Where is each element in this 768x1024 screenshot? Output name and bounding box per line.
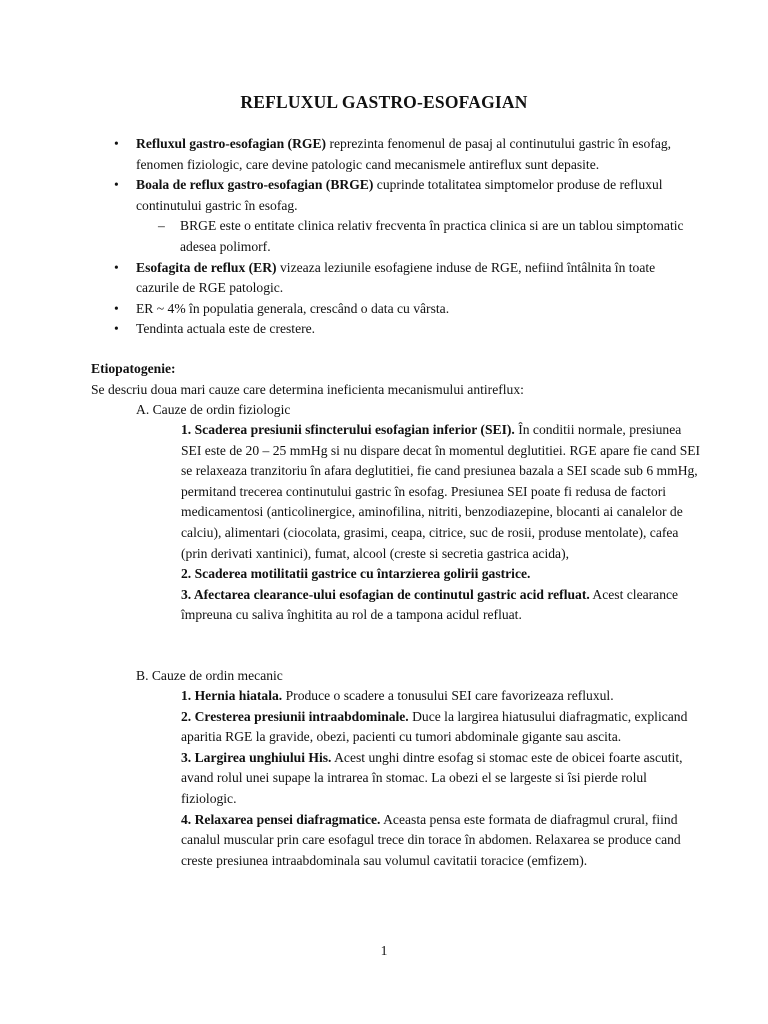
bullet-icon: • (114, 177, 119, 193)
bullet-icon: • (114, 136, 119, 151)
definition-text: reprezinta fenomenul de pasaj al continutului gastric în esofag, fenomen fiziologic, care devine patologic cand mecanismele antireflux sunt depasite. (136, 136, 672, 172)
list-item (114, 258, 684, 299)
page-number: 1 (380, 943, 388, 958)
cause-item (181, 420, 704, 564)
list-item (114, 175, 684, 216)
cause-item (181, 707, 704, 748)
cause-text: Acest unghi dintre esofag si stomac este de obicei foarte ascutit, avand rolul unei supape la intrarea în stomac. La obezi el se largeste si îsi pierde rolul fiziologic. (181, 749, 683, 806)
bullet-icon: • (114, 321, 119, 337)
term-er: Esofagita de reflux (ER) (136, 259, 277, 275)
term-rge: Refluxul gastro-esofagian (RGE) (136, 136, 327, 151)
statistic-text: ER ~ 4% în populatia generala, crescând o data cu vârsta. (136, 300, 450, 316)
cause-heading: 1. Hernia hiatala. (181, 688, 283, 703)
definition-text: cuprinde totalitatea simptomelor produse de refluxul continutului gastric în esofag. (136, 177, 663, 213)
list-item (114, 299, 684, 320)
intro-text: Se descriu doua mari cauze care determina ineficienta mecanismului antireflux: (91, 381, 524, 397)
cause-item (181, 748, 704, 810)
cause-text: Produce o scadere a tonusului SEI care favorizeaza refluxul. (282, 688, 614, 703)
cause-heading: 1. Scaderea presiunii sfincterului esofagian inferior (SEI). (181, 422, 515, 437)
page-title: REFLUXUL GASTRO-ESOFAGIAN (240, 92, 528, 112)
cause-text: Acest clearance împreuna cu saliva înghitita au rol de a tampona acidul refluat. (181, 586, 679, 623)
bullet-icon: • (114, 300, 119, 316)
section-b-label: B. Cauze de ordin mecanic (136, 668, 283, 683)
heading-text: Etiopatogenie: (91, 361, 176, 376)
cause-item (181, 810, 704, 872)
term-brge: Boala de reflux gastro-esofagian (BRGE) (136, 177, 374, 193)
cause-heading: 2. Scaderea motilitatii gastrice cu întarzierea golirii gastrice. (181, 566, 531, 582)
cause-item (181, 686, 704, 707)
list-item (114, 319, 684, 340)
bullet-icon: • (114, 259, 119, 275)
cause-text: Duce la largirea hiatusului diafragmatic, explicand aparitia RGE la gravide, obezi, pacienti cu tumori abdominale gigante sau ascita. (181, 708, 688, 745)
trend-text: Tendinta actuala este de crestere. (136, 321, 316, 337)
dash-icon: – (158, 218, 165, 234)
cause-text: În conditii normale, presiunea SEI este de 20 – 25 mmHg si nu dispare decat în momentul deglutitiei. RGE apare fie cand SEI se relaxeaza tranzitoriu în afara deglutitiei, fie cand presiunea bazala a SEI scade sub 6 mmHg, permitand trecerea continutului gastric în esofag. Presiunea SEI poate fi redusa de factori medicamentosi (anticolinergice, aminofilina, nitriti, benzodiazepine, blocanti ai canalelor de calciu), alimentari (ciocolata, grasimi, ceapa, citrice, suc de rosii, produse mentolate), cafea (prin derivati xantinici), fumat, alcool (creste si secretia gastrica acida), (181, 422, 701, 561)
cause-heading: 3. Largirea unghiului His. (181, 749, 332, 765)
definition-text: vizeaza leziunile esofagiene induse de RGE, nefiind întâlnita în toate cazurile de RGE patologic. (136, 259, 656, 296)
cause-heading: 3. Afectarea clearance-ului esofagian de continutul gastric acid refluat. (181, 586, 590, 602)
section-b-list (181, 686, 704, 871)
cause-heading: 2. Cresterea presiunii intraabdominale. (181, 708, 409, 724)
cause-text: Aceasta pensa este formata de diafragmul crural, fiind canalul muscular prin care esofagul trece din torace în abdomen. Relaxarea se produce cand creste presiunea intraabdominala sau volumul cavitatii toracice (emfizem). (181, 811, 681, 868)
section-heading (91, 359, 691, 380)
cause-heading: 4. Relaxarea pensei diafragmatice. (181, 811, 381, 827)
cause-item (181, 585, 704, 626)
cause-item (181, 564, 704, 585)
section-a-label: A. Cauze de ordin fiziologic (136, 402, 291, 417)
bullet-list (114, 134, 684, 340)
sub-list-item (136, 216, 684, 257)
list-item (114, 134, 684, 175)
section-a-list (181, 420, 704, 626)
sub-bullet-text: BRGE este o entitate clinica relativ frecventa în practica clinica si are un tablou simptomatic adesea polimorf. (180, 218, 684, 254)
etiopatogenie-section (91, 359, 691, 400)
